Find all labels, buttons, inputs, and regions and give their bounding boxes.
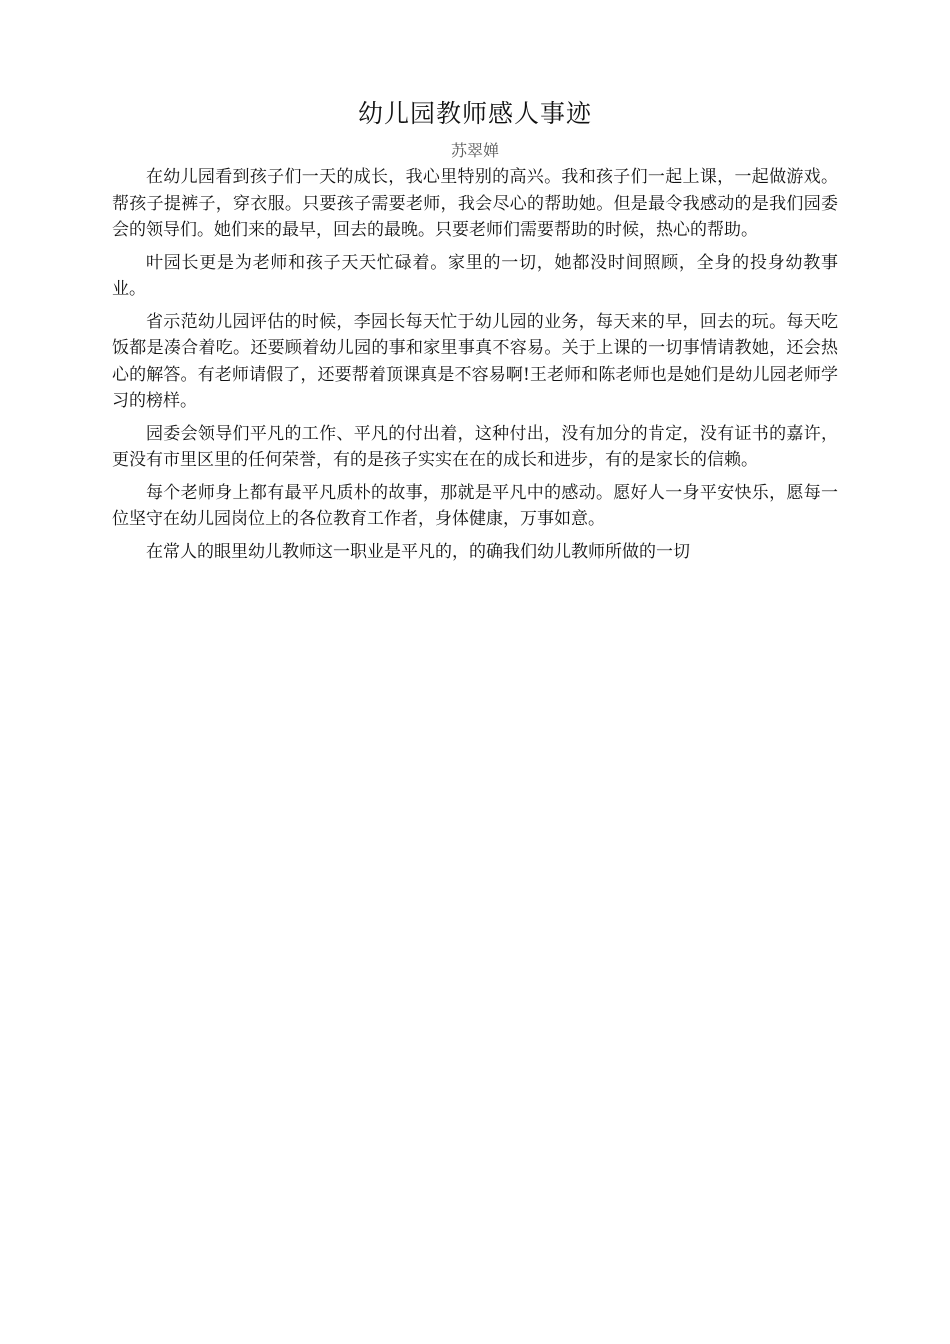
paragraph-2: 叶园长更是为老师和孩子天天忙碌着。家里的一切，她都没时间照顾，全身的投身幼教事业。 <box>112 252 838 299</box>
paragraph-6: 在常人的眼里幼儿教师这一职业是平凡的，的确我们幼儿教师所做的一切 <box>146 541 690 562</box>
paragraph-1: 在幼儿园看到孩子们一天的成长，我心里特别的高兴。我和孩子们一起上课，一起做游戏。帮孩子提裤子，穿衣服。只要孩子需要老师，我会尽心的帮助她。但是最令我感动的是我们园委会的领导们。她们来的最早，回去的最晚。只要老师们需要帮助的时候，热心的帮助。 <box>112 167 838 240</box>
paragraph-4: 园委会领导们平凡的工作、平凡的付出着，这种付出，没有加分的肯定，没有证书的嘉许，更没有市里区里的任何荣誉，有的是孩子实实在在的成长和进步，有的是家长的信赖。 <box>112 423 838 470</box>
document-title: 幼儿园教师感人事迹 <box>357 99 592 128</box>
document-body <box>112 92 838 571</box>
paragraph-5: 每个老师身上都有最平凡质朴的故事，那就是平凡中的感动。愿好人一身平安快乐，愿每一位坚守在幼儿园岗位上的各位教育工作者，身体健康，万事如意。 <box>112 482 838 529</box>
paragraph-3: 省示范幼儿园评估的时候，李园长每天忙于幼儿园的业务，每天来的早，回去的玩。每天吃饭都是凑合着吃。还要顾着幼儿园的事和家里事真不容易。关于上课的一切事情请教她，还会热心的解答。有老师请假了，还要帮着顶课真是不容易啊!王老师和陈老师也是她们是幼儿园老师学习的榜样。 <box>112 311 838 411</box>
document-author: 苏翠婵 <box>450 141 499 160</box>
